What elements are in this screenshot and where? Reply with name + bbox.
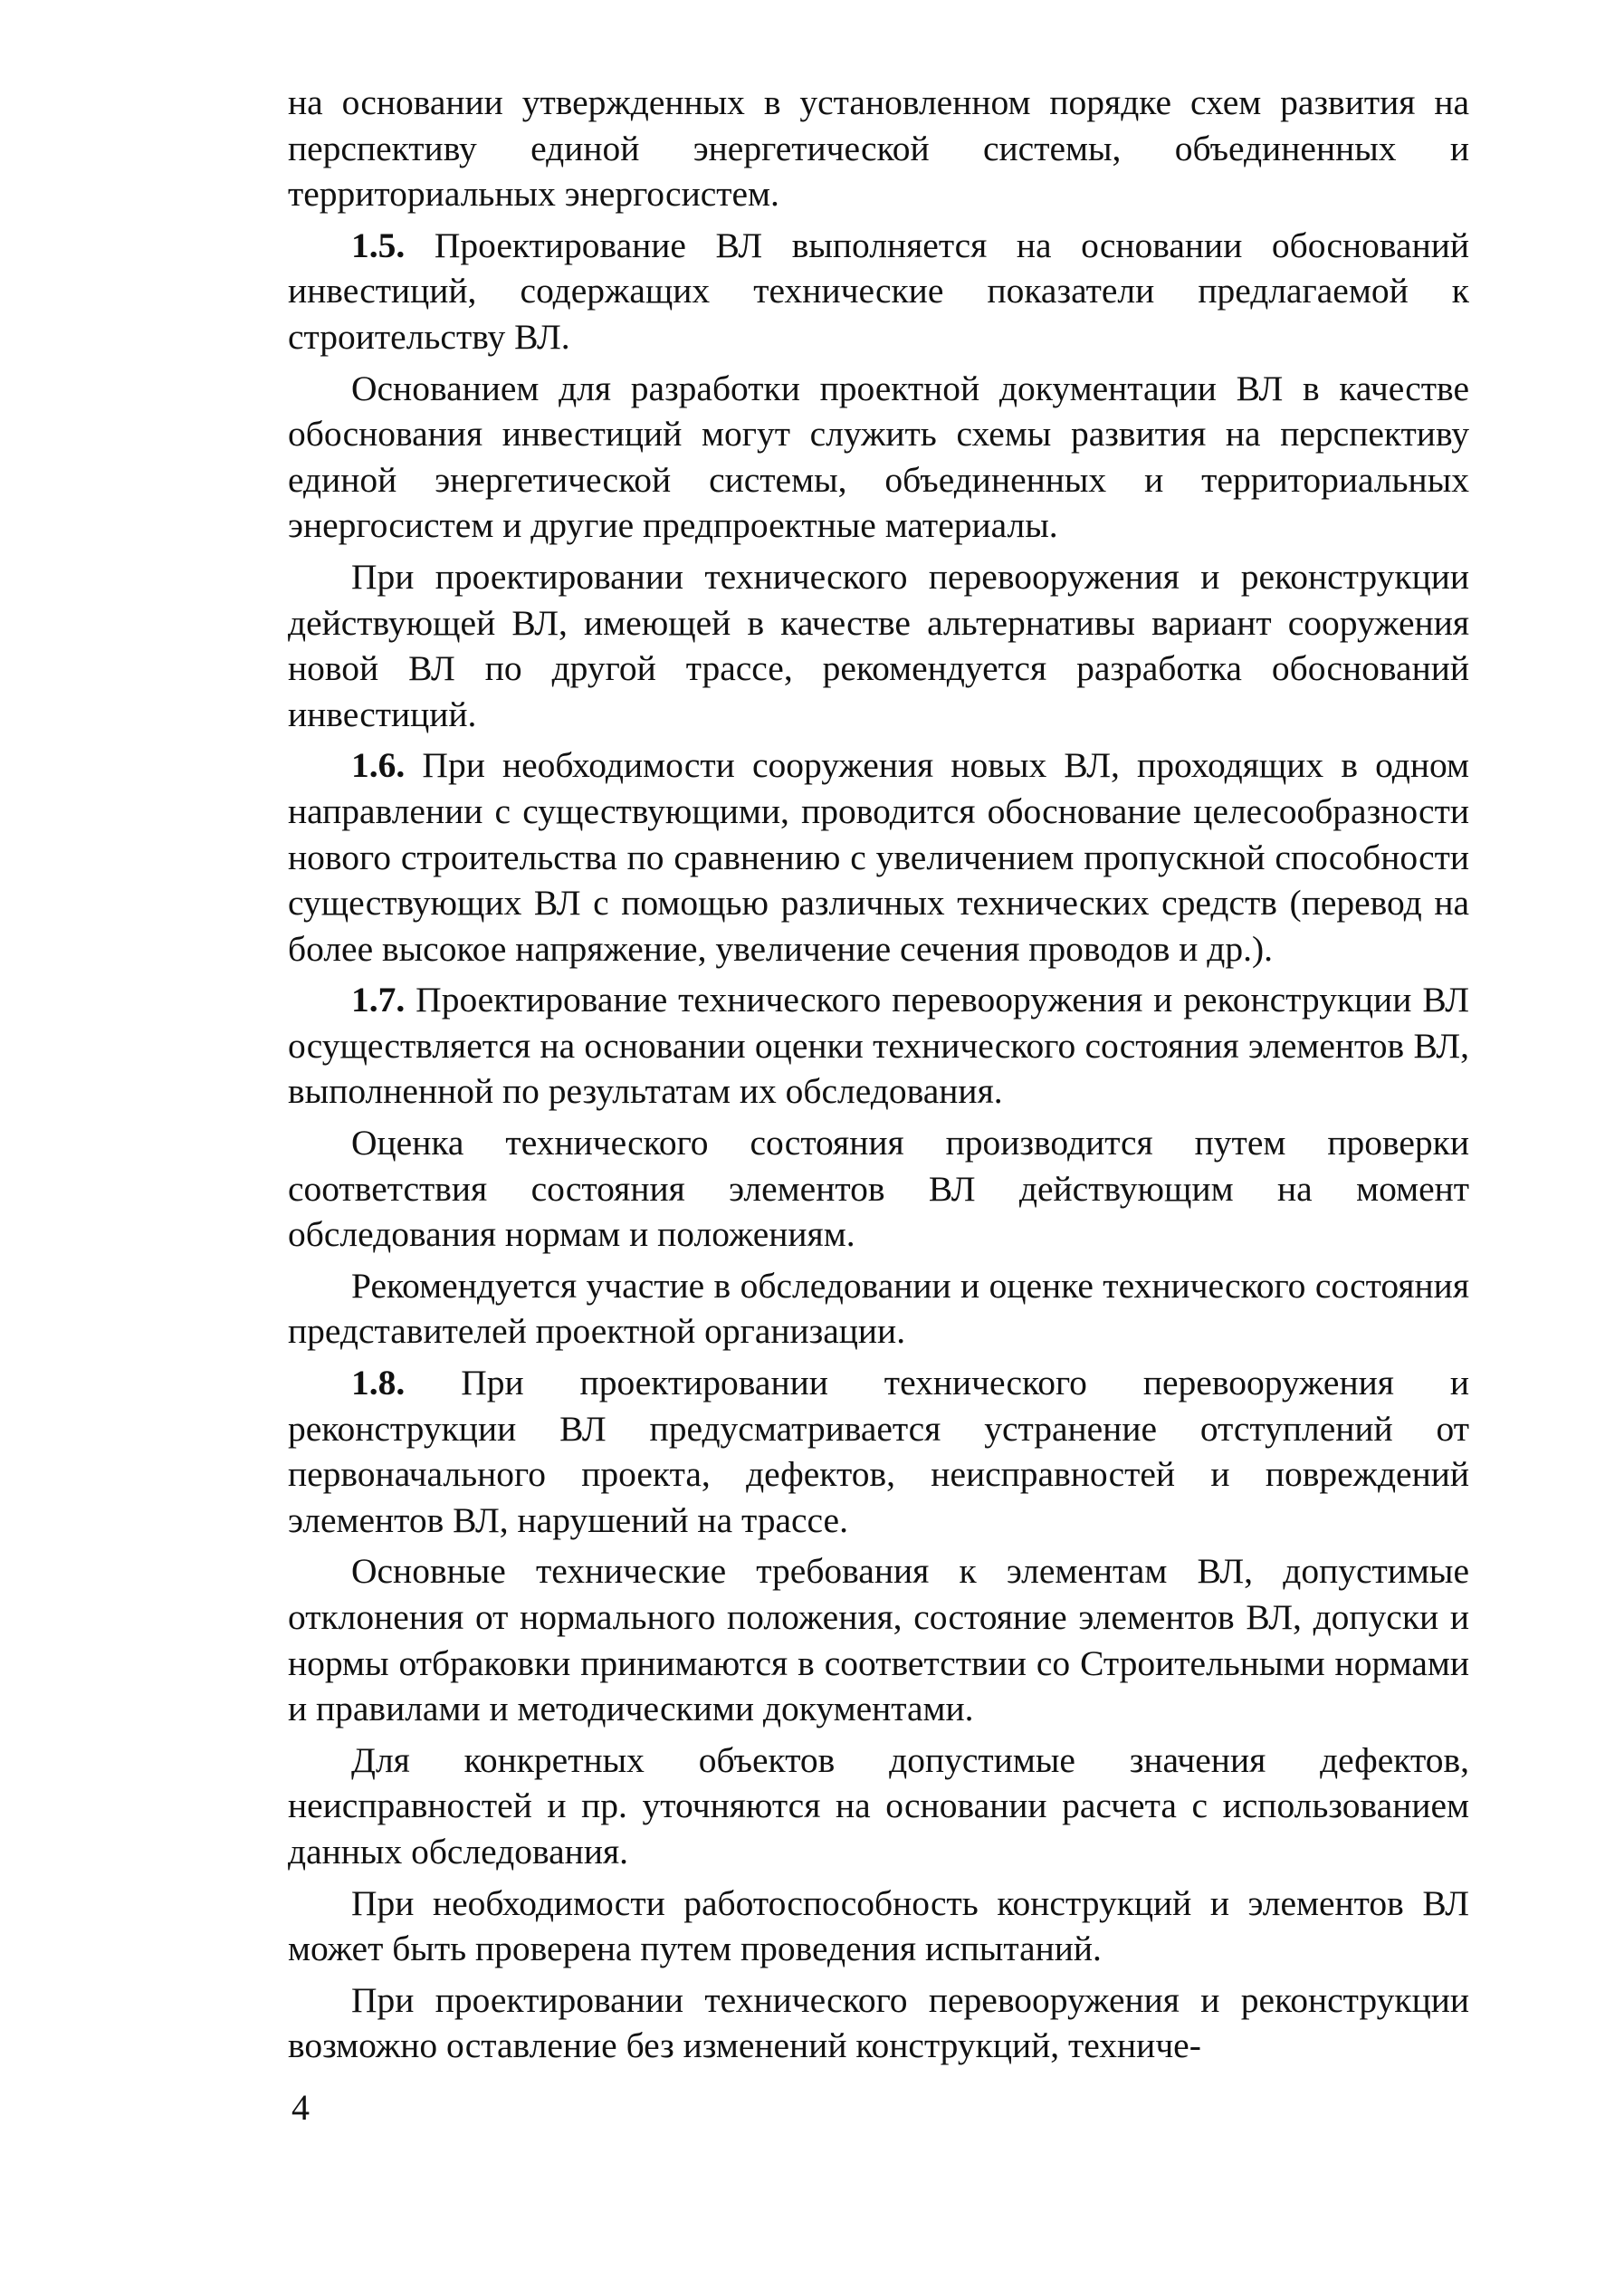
paragraph bbox=[288, 1548, 1469, 1731]
paragraph-clause-1-6 bbox=[288, 742, 1469, 972]
paragraph-text: Основные технические требования к элементам ВЛ, допустимые отклонения от нормального положения, состояние элементов ВЛ, допуски и нормы отбраковки принимаются в соответствии со Строительными нормами и правилами и методическими документами. bbox=[288, 1551, 1469, 1729]
paragraph bbox=[288, 1263, 1469, 1355]
paragraph-continuation bbox=[288, 80, 1469, 217]
paragraph-text: При проектировании технического перевооружения и реконструкции ВЛ предусматривается устранение отступлений от первоначального проекта, дефектов, неисправностей и повреждений элементов ВЛ, нарушений на трассе. bbox=[288, 1363, 1469, 1540]
paragraph-text: Рекомендуется участие в обследовании и оценке технического состояния представителей проектной организации. bbox=[288, 1265, 1469, 1352]
paragraph-text: При проектировании технического перевооружения и реконструкции возможно оставление без изменений конструкций, техниче- bbox=[288, 1979, 1469, 2066]
paragraph bbox=[288, 1977, 1469, 2069]
page-number: 4 bbox=[291, 2087, 310, 2128]
clause-number: 1.6. bbox=[351, 745, 406, 786]
paragraph-clause-1-8 bbox=[288, 1360, 1469, 1543]
paragraph bbox=[288, 1120, 1469, 1258]
paragraph-text: При необходимости работоспособность конструкций и элементов ВЛ может быть проверена путем проведения испытаний. bbox=[288, 1882, 1469, 1969]
paragraph bbox=[288, 554, 1469, 737]
paragraph-text: Для конкретных объектов допустимые значения дефектов, неисправностей и пр. уточняются на основании расчета с использованием данных обследования. bbox=[288, 1739, 1469, 1872]
paragraph-text: на основании утвержденных в установленном порядке схем развития на перспективу единой энергетической системы, объединенных и территориальных энергосистем. bbox=[288, 82, 1469, 215]
paragraph bbox=[288, 1738, 1469, 1875]
clause-number: 1.8. bbox=[351, 1363, 406, 1403]
paragraph-text: Оценка технического состояния производится путем проверки соответствия состояния элементов ВЛ действующим на момент обследования нормам и положениям. bbox=[288, 1123, 1469, 1255]
paragraph-clause-1-7 bbox=[288, 977, 1469, 1115]
paragraph bbox=[288, 366, 1469, 549]
clause-number: 1.7. bbox=[351, 980, 406, 1020]
paragraph-text: При необходимости сооружения новых ВЛ, проходящих в одном направлении с существующими, проводится обоснование целесообразности нового строительства по сравнению с увеличением пропускной способности существующих ВЛ с помощью различных технических средств (перевод на более высокое напряжение, увеличение сечения проводов и др.). bbox=[288, 745, 1469, 969]
paragraph-clause-1-5 bbox=[288, 223, 1469, 360]
paragraph bbox=[288, 1881, 1469, 1972]
paragraph-text: Основанием для разработки проектной документации ВЛ в качестве обоснования инвестиций могут служить схемы развития на перспективу единой энергетической системы, объединенных и территориальных энергосистем и другие предпроектные материалы. bbox=[288, 368, 1469, 546]
paragraph-text: Проектирование технического перевооружения и реконструкции ВЛ осуществляется на основании оценки технического состояния элементов ВЛ, выполненной по результатам их обследования. bbox=[288, 980, 1469, 1112]
body-text bbox=[288, 80, 1469, 2074]
clause-number: 1.5. bbox=[351, 225, 406, 265]
paragraph-text: Проектирование ВЛ выполняется на основании обоснований инвестиций, содержащих технические показатели предлагаемой к строительству ВЛ. bbox=[288, 225, 1469, 357]
paragraph-text: При проектировании технического перевооружения и реконструкции действующей ВЛ, имеющей в качестве альтернативы вариант сооружения новой ВЛ по другой трассе, рекомендуется разработка обоснований инвестиций. bbox=[288, 556, 1469, 734]
